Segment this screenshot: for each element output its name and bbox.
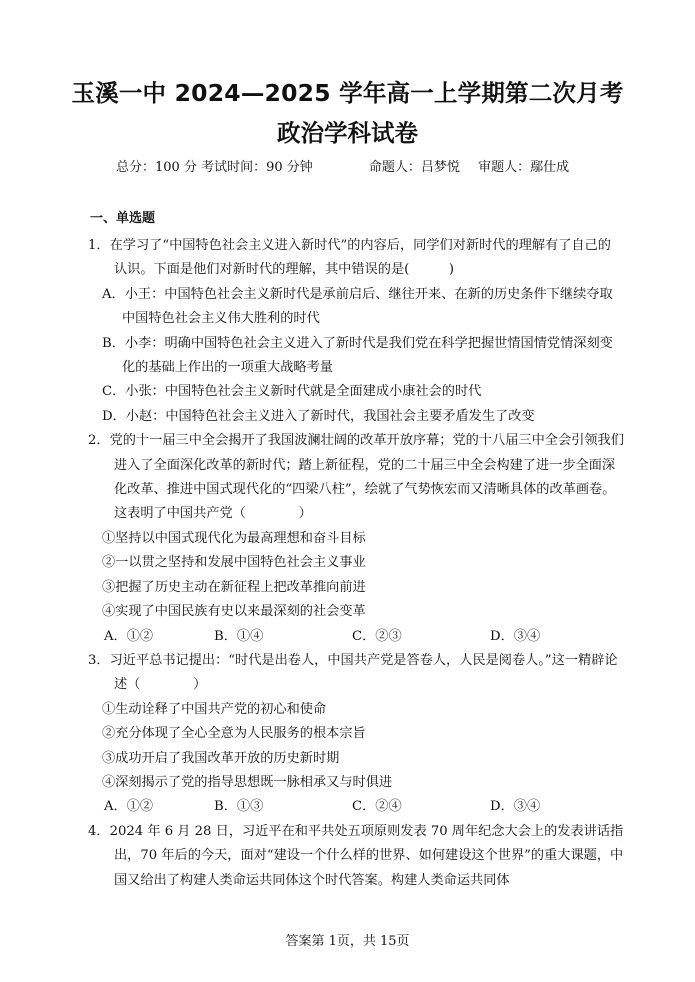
question-1-option-c: C．小张：中国特色社会主义新时代就是全面建成小康社会的时代 [102, 384, 482, 400]
question-3-item-4: ④深刻揭示了党的指导思想既一脉相承又与时俱进 [102, 774, 393, 790]
question-2-choice-a: A．①② [104, 628, 154, 644]
exam-title: 玉溪一中 2024—2025 学年高一上学期第二次月考 [71, 79, 624, 107]
question-reviewer: 审题人：鄢仕成 [478, 160, 570, 175]
questions-area [88, 234, 624, 893]
question-2-choice-b: B．①④ [214, 628, 264, 644]
question-2-item-1: ①坚持以中国式现代化为最高理想和奋斗目标 [102, 530, 366, 546]
question-4-stem: 4．2024 年 6 月 28 日，习近平在和平共处五项原则发表 70 周年纪念大会上的发表讲话指出，70 年后的今天，面对“建设一个什么样的世界、如何建设这个世界”的重大课题，中国又给出了构建人类命运共同体这个时代答案。构建人类命运共同体 [88, 823, 624, 888]
question-3-choice-b: B．①③ [214, 799, 264, 815]
question-3-item-1: ①生动诠释了中国共产党的初心和使命 [102, 701, 327, 717]
question-3-item-2: ②充分体现了全心全意为人民服务的根本宗旨 [102, 726, 366, 742]
question-1-stem: 1．在学习了“中国特色社会主义进入新时代”的内容后，同学们对新时代的理解有了自己的认识。下面是他们对新时代的理解，其中错误的是( ) [88, 238, 611, 278]
question-3-choice-d: D．③④ [490, 799, 541, 815]
exam-time: 考试时间：90 分钟 [201, 160, 313, 175]
exam-meta [116, 158, 569, 178]
question-3-choice-c: C．②④ [352, 799, 402, 815]
total-score: 总分：100 分 [116, 160, 197, 175]
question-2-choice-d: D．③④ [490, 628, 541, 644]
section-title: 一、单选题 [90, 211, 156, 226]
question-1-option-d: D．小赵：中国特色社会主义进入了新时代，我国社会主要矛盾发生了改变 [102, 408, 535, 424]
question-2-item-2: ②一以贯之坚持和发展中国特色社会主义事业 [102, 555, 366, 571]
question-1-option-a: A．小王：中国特色社会主义新时代是承前启后、继往开来、在新的历史条件下继续夺取中国特色社会主义伟大胜利的时代 [102, 286, 613, 327]
question-2-stem: 2．党的十一届三中全会揭开了我国波澜壮阔的改革开放序幕；党的十八届三中全会引领我们进入了全面深化改革的新时代；踏上新征程，党的二十届三中全会构建了进一步全面深化改革、推进中国式现代化的“四梁八柱”，绘就了气势恢宏而又清晰具体的改革画卷。这表明了中国共产党（ ） [88, 433, 624, 522]
question-2-choice-c: C．②③ [352, 628, 402, 644]
question-setter: 命题人：吕梦悦 [368, 160, 460, 175]
question-1-option-b: B．小李：明确中国特色社会主义进入了新时代是我们党在科学把握世情国情党情深刻变化的基础上作出的一项重大战略考量 [102, 335, 613, 376]
question-3-choice-a: A．①② [104, 799, 154, 815]
page-footer: 答案第 1页，共 15页 [285, 934, 410, 949]
question-2-item-3: ③把握了历史主动在新征程上把改革推向前进 [102, 579, 366, 595]
question-3-item-3: ③成功开启了我国改革开放的历史新时期 [102, 750, 340, 766]
question-2-choices [88, 625, 624, 649]
question-3-stem: 3．习近平总书记提出：“时代是出卷人，中国共产党是答卷人，人民是阅卷人。”这一精辟论述（ ） [88, 652, 618, 693]
question-3-choices [88, 795, 624, 819]
question-2-item-4: ④实现了中国民族有史以来最深刻的社会变革 [102, 604, 366, 620]
exam-subject-title: 政治学科试卷 [277, 119, 418, 147]
